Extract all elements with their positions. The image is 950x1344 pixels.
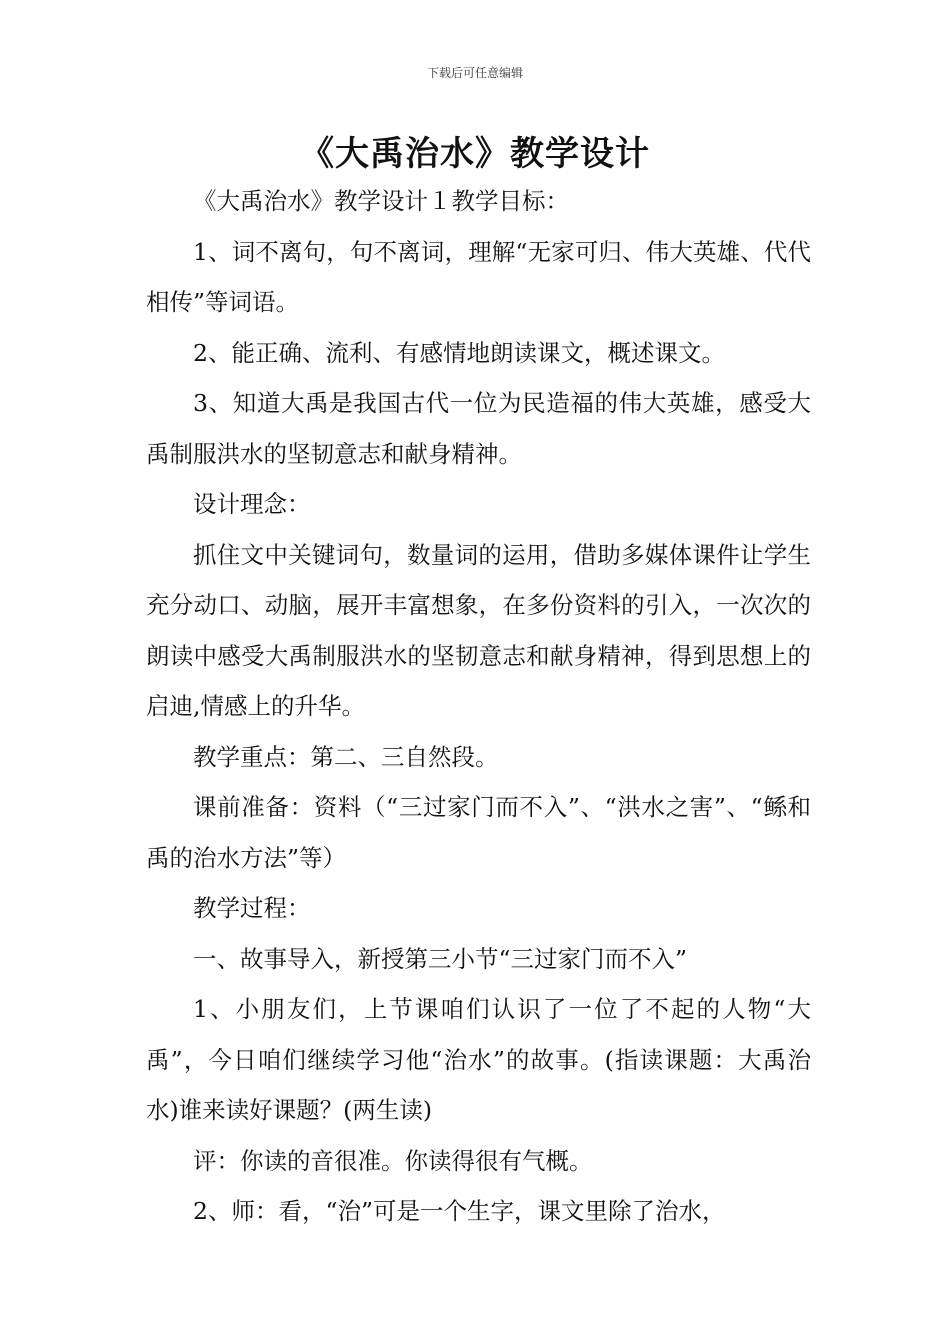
paragraph-process-heading: 教学过程： — [193, 894, 311, 922]
document-title: 《大禹治水》教学设计 — [300, 134, 650, 174]
paragraph-concept: 抓住文中关键词句，数量词的运用，借助多媒体课件让学生充分动口、动脑，展开丰富想象，在多份资料的引入，一次次的朗读中感受大禹制服洪水的坚韧意志和献身精神，得到思想上的启迪,情感上的升华。 — [146, 540, 811, 720]
paragraph-preparation: 课前准备：资料（“三过家门而不入”、“洪水之害”、“鲧和禹的治水方法”等） — [146, 793, 811, 872]
header-note: 下载后可任意编辑 — [426, 66, 523, 80]
paragraph-goal-3: 3、知道大禹是我国古代一位为民造福的伟大英雄，感受大禹制服洪水的坚韧意志和献身精神。 — [146, 389, 811, 468]
paragraph-key-points: 教学重点：第二、三自然段。 — [193, 742, 499, 771]
paragraph-goal-2: 2、能正确、流利、有感情地朗读课文，概述课文。 — [193, 338, 725, 367]
paragraph-section-1: 一、故事导入，新授第三小节“三过家门而不入” — [193, 944, 688, 973]
paragraph-goal-1: 1、词不离句，句不离词，理解“无家可归、伟大英雄、代代相传”等词语。 — [146, 237, 811, 316]
paragraph-intro: 《大禹治水》教学设计１教学目标： — [193, 187, 569, 215]
document-body — [146, 176, 811, 1237]
paragraph-step-1: 1、小朋友们，上节课咱们认识了一位了不起的人物“大禹”，今日咱们继续学习他“治水”的故事。(指读课题：大禹治水)谁来读好课题？(两生读) — [146, 995, 811, 1124]
paragraph-comment: 评：你读的音很准。你读得很有气概。 — [193, 1146, 593, 1175]
paragraph-concept-heading: 设计理念： — [193, 490, 311, 518]
paragraph-step-2: 2、师：看，“治”可是一个生字，课文里除了治水， — [193, 1197, 726, 1225]
